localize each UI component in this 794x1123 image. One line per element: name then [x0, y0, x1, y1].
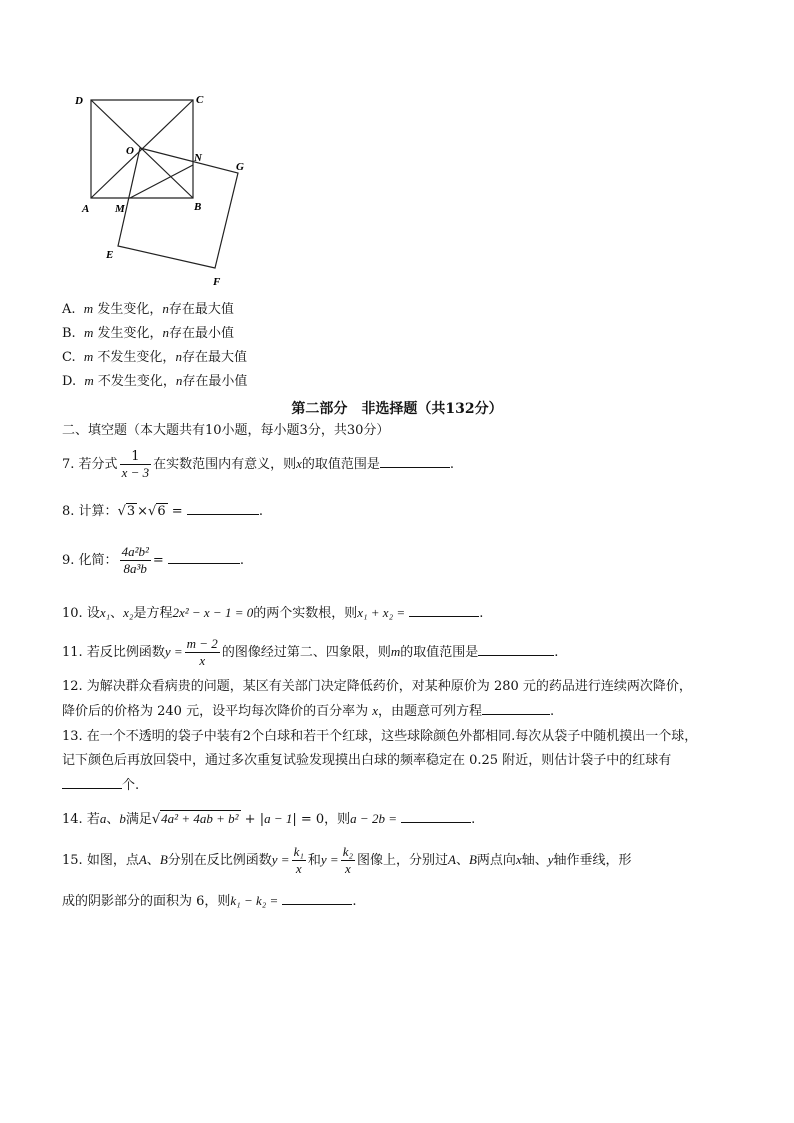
question-number: 14. [62, 812, 83, 827]
math-expr: x [295, 861, 302, 876]
var-b: b [119, 811, 126, 826]
question-text: 图像上，分别过 [356, 853, 448, 868]
question-text: 个. [122, 778, 140, 793]
option-c [62, 348, 247, 367]
option-text: 不发生变化， [97, 374, 176, 389]
fraction [341, 844, 355, 877]
answer-blank[interactable] [401, 810, 471, 823]
fraction-numerator [185, 636, 220, 653]
var-m: m [390, 644, 401, 659]
question-13-line-2: 记下颜色后再放回袋中，通过多次重复试验发现摸出白球的频率稳定在 0.25 附近，则估计袋子中的红球有 [62, 753, 672, 768]
question-13-line-1: 13. 在一个不透明的袋子中装有2个白球和若干个红球，这些球除颜色外都相同.每次从袋子中随机摸出一个球， [62, 729, 698, 744]
question-9 [62, 543, 244, 579]
question-text: 设 [86, 606, 100, 621]
answer-blank[interactable] [62, 776, 122, 789]
point-label-o: O [126, 145, 134, 157]
section-title: 第二部分 非选择题（共132分） [291, 401, 503, 417]
math-expr: 8a³b [123, 561, 147, 576]
var-m: m [83, 325, 94, 340]
point-label-d: D [75, 95, 83, 107]
question-11 [62, 634, 558, 671]
point-label-n: N [194, 152, 202, 164]
option-d [62, 372, 247, 391]
question-7 [62, 448, 454, 481]
fraction-numerator [292, 844, 306, 861]
math-expr: x₁ + x₂ = [357, 605, 406, 620]
question-text: 满足 [125, 812, 152, 827]
fill-in-header: 二、填空题（本大题共有10小题，每小题3分，共30分） [62, 423, 390, 438]
option-text: 存在最大值 [181, 350, 247, 365]
var-a: A [138, 852, 147, 867]
question-text: 化简： [78, 553, 118, 568]
question-text: 降价后的价格为 240 元，设平均每次降价的百分率为 [62, 704, 369, 719]
punct: . [479, 606, 484, 621]
option-a [62, 300, 234, 319]
punct: . [471, 812, 476, 827]
math-expr: x − 3 [121, 464, 150, 480]
question-15-line-1 [62, 842, 632, 879]
question-text: 若分式 [78, 457, 118, 472]
question-text: 的图像经过第二、四象限，则 [221, 645, 391, 660]
fraction-denominator [120, 465, 152, 481]
question-text: 成的阴影部分的面积为 6，则 [62, 894, 231, 909]
math-expr: 4a²b² [121, 544, 149, 559]
question-text: 轴作垂线，形 [553, 853, 632, 868]
math-expr: a − 2b = [350, 811, 397, 826]
punct: . [352, 894, 357, 909]
fraction-denominator [120, 561, 151, 577]
var-x: x [372, 703, 378, 718]
point-label-g: G [236, 161, 244, 173]
punct: . [550, 704, 555, 719]
punct: . [239, 553, 245, 568]
equals-sign: = [171, 504, 183, 519]
fraction [292, 844, 306, 877]
answer-blank[interactable] [482, 702, 550, 715]
question-text: 的两个实数根，则 [253, 606, 358, 621]
var-n: n [162, 301, 169, 316]
answer-blank[interactable] [187, 502, 259, 515]
var-a: a [99, 811, 107, 826]
math-expr: a − 1 [264, 811, 293, 826]
answer-blank[interactable] [168, 551, 240, 564]
punct: 、 [146, 853, 160, 868]
punct: . [449, 457, 455, 472]
fraction [120, 449, 152, 481]
question-15-line-2 [62, 892, 357, 911]
question-text: 分别在反比例函数 [167, 853, 272, 868]
equals-sign: = [152, 553, 164, 568]
option-letter: C. [62, 350, 76, 365]
question-text: 的取值范围是 [301, 457, 380, 472]
question-number: 10. [62, 606, 83, 621]
option-text: 发生变化， [97, 302, 163, 317]
question-text: 两点向 [476, 853, 516, 868]
question-12-line-2 [62, 702, 554, 721]
math-expr: 2x² − x − 1 = 0 [172, 605, 254, 620]
point-label-c: C [196, 94, 204, 106]
var-m: m [83, 301, 94, 316]
question-text: ，由题意可列方程 [378, 704, 483, 719]
option-b [62, 324, 234, 343]
question-number: 15. [62, 853, 83, 868]
fraction-denominator [292, 861, 306, 877]
math-expr: y = [271, 852, 290, 867]
point-label-b: B [194, 201, 202, 213]
question-text: 的取值范围是 [400, 645, 479, 660]
var-b: B [468, 852, 477, 867]
answer-blank[interactable] [409, 604, 479, 617]
question-text: = 0，则 [300, 812, 351, 827]
radicand: 3 [126, 504, 136, 519]
radicand: 4a² + 4ab + b² [161, 811, 239, 826]
punct: 、 [106, 812, 120, 827]
fraction-denominator [341, 861, 355, 877]
times-sign: × [137, 504, 149, 519]
question-10 [62, 604, 483, 623]
punct: 、 [110, 606, 124, 621]
var-b: B [159, 852, 168, 867]
fraction [185, 636, 220, 669]
var-x: x [515, 852, 522, 867]
question-text: 是方程 [133, 606, 173, 621]
option-letter: A. [62, 302, 76, 317]
answer-blank[interactable] [380, 455, 450, 468]
math-expr: y = [320, 852, 339, 867]
var-m: m [84, 373, 94, 388]
question-text: 如图，点 [86, 853, 139, 868]
option-text: 不发生变化， [97, 350, 176, 365]
fraction-numerator [341, 844, 355, 861]
option-text: 存在最小值 [169, 326, 235, 341]
var-n: n [175, 373, 183, 388]
punct: . [258, 504, 263, 519]
fraction-denominator [185, 653, 220, 669]
math-expr: y = [164, 644, 183, 659]
option-letter: D. [62, 374, 77, 389]
question-text: 计算： [78, 504, 118, 519]
fraction-numerator [120, 544, 151, 561]
question-text: 轴、 [521, 853, 548, 868]
question-14: 14. 若a、b满足√4a² + 4ab + b² + |a − 1| = 0，则a − 2b = . [62, 811, 476, 827]
var-y: y [547, 852, 554, 867]
question-text: 在实数范围内有意义，则 [153, 457, 297, 472]
question-text: 若 [86, 812, 100, 827]
math-expr: k₂ [342, 844, 353, 859]
question-8: 8. 计算：√3 ×√6 = . [62, 504, 263, 519]
segment-mn [130, 165, 193, 198]
option-letter: B. [62, 326, 76, 341]
var-x2: x₂ [123, 605, 134, 620]
var-x1: x₁ [99, 605, 111, 620]
answer-blank[interactable] [478, 643, 554, 656]
fraction-numerator: 1 [120, 449, 152, 465]
question-number: 8. [62, 504, 75, 519]
point-label-a: A [82, 203, 90, 215]
question-number: 7. [62, 457, 75, 472]
var-a: A [448, 852, 456, 867]
option-text: 存在最小值 [182, 374, 248, 389]
var-n: n [175, 349, 182, 364]
square-ogfe [118, 148, 238, 268]
question-13-line-3 [62, 776, 139, 795]
question-number: 11. [62, 645, 83, 660]
math-expr: x [199, 653, 206, 668]
question-text: 若反比例函数 [86, 645, 165, 660]
punct: . [554, 645, 559, 660]
question-number: 9. [62, 553, 75, 568]
math-expr: x [344, 861, 351, 876]
fraction [120, 544, 151, 577]
var-m: m [83, 349, 94, 364]
question-text: 和 [307, 853, 321, 868]
punct: 、 [455, 853, 469, 868]
radicand: 6 [157, 504, 166, 519]
answer-blank[interactable] [282, 892, 352, 905]
math-expr: m − 2 [186, 636, 218, 651]
geometry-figure [70, 88, 260, 293]
math-expr: k₁ − k₂ = [230, 893, 279, 908]
var-n: n [162, 325, 169, 340]
point-label-e: E [106, 249, 114, 261]
option-text: 发生变化， [97, 326, 163, 341]
point-label-f: F [213, 276, 221, 288]
option-text: 存在最大值 [168, 302, 234, 317]
question-12-line-1: 12. 为解决群众看病贵的问题，某区有关部门决定降低药价，对某种原价为 280 元的药品进行连续两次降价， [62, 679, 692, 694]
point-label-m: M [115, 203, 125, 215]
plus-sign: + [244, 812, 256, 827]
math-expr: k₁ [293, 844, 304, 859]
var-x: x [296, 456, 302, 471]
